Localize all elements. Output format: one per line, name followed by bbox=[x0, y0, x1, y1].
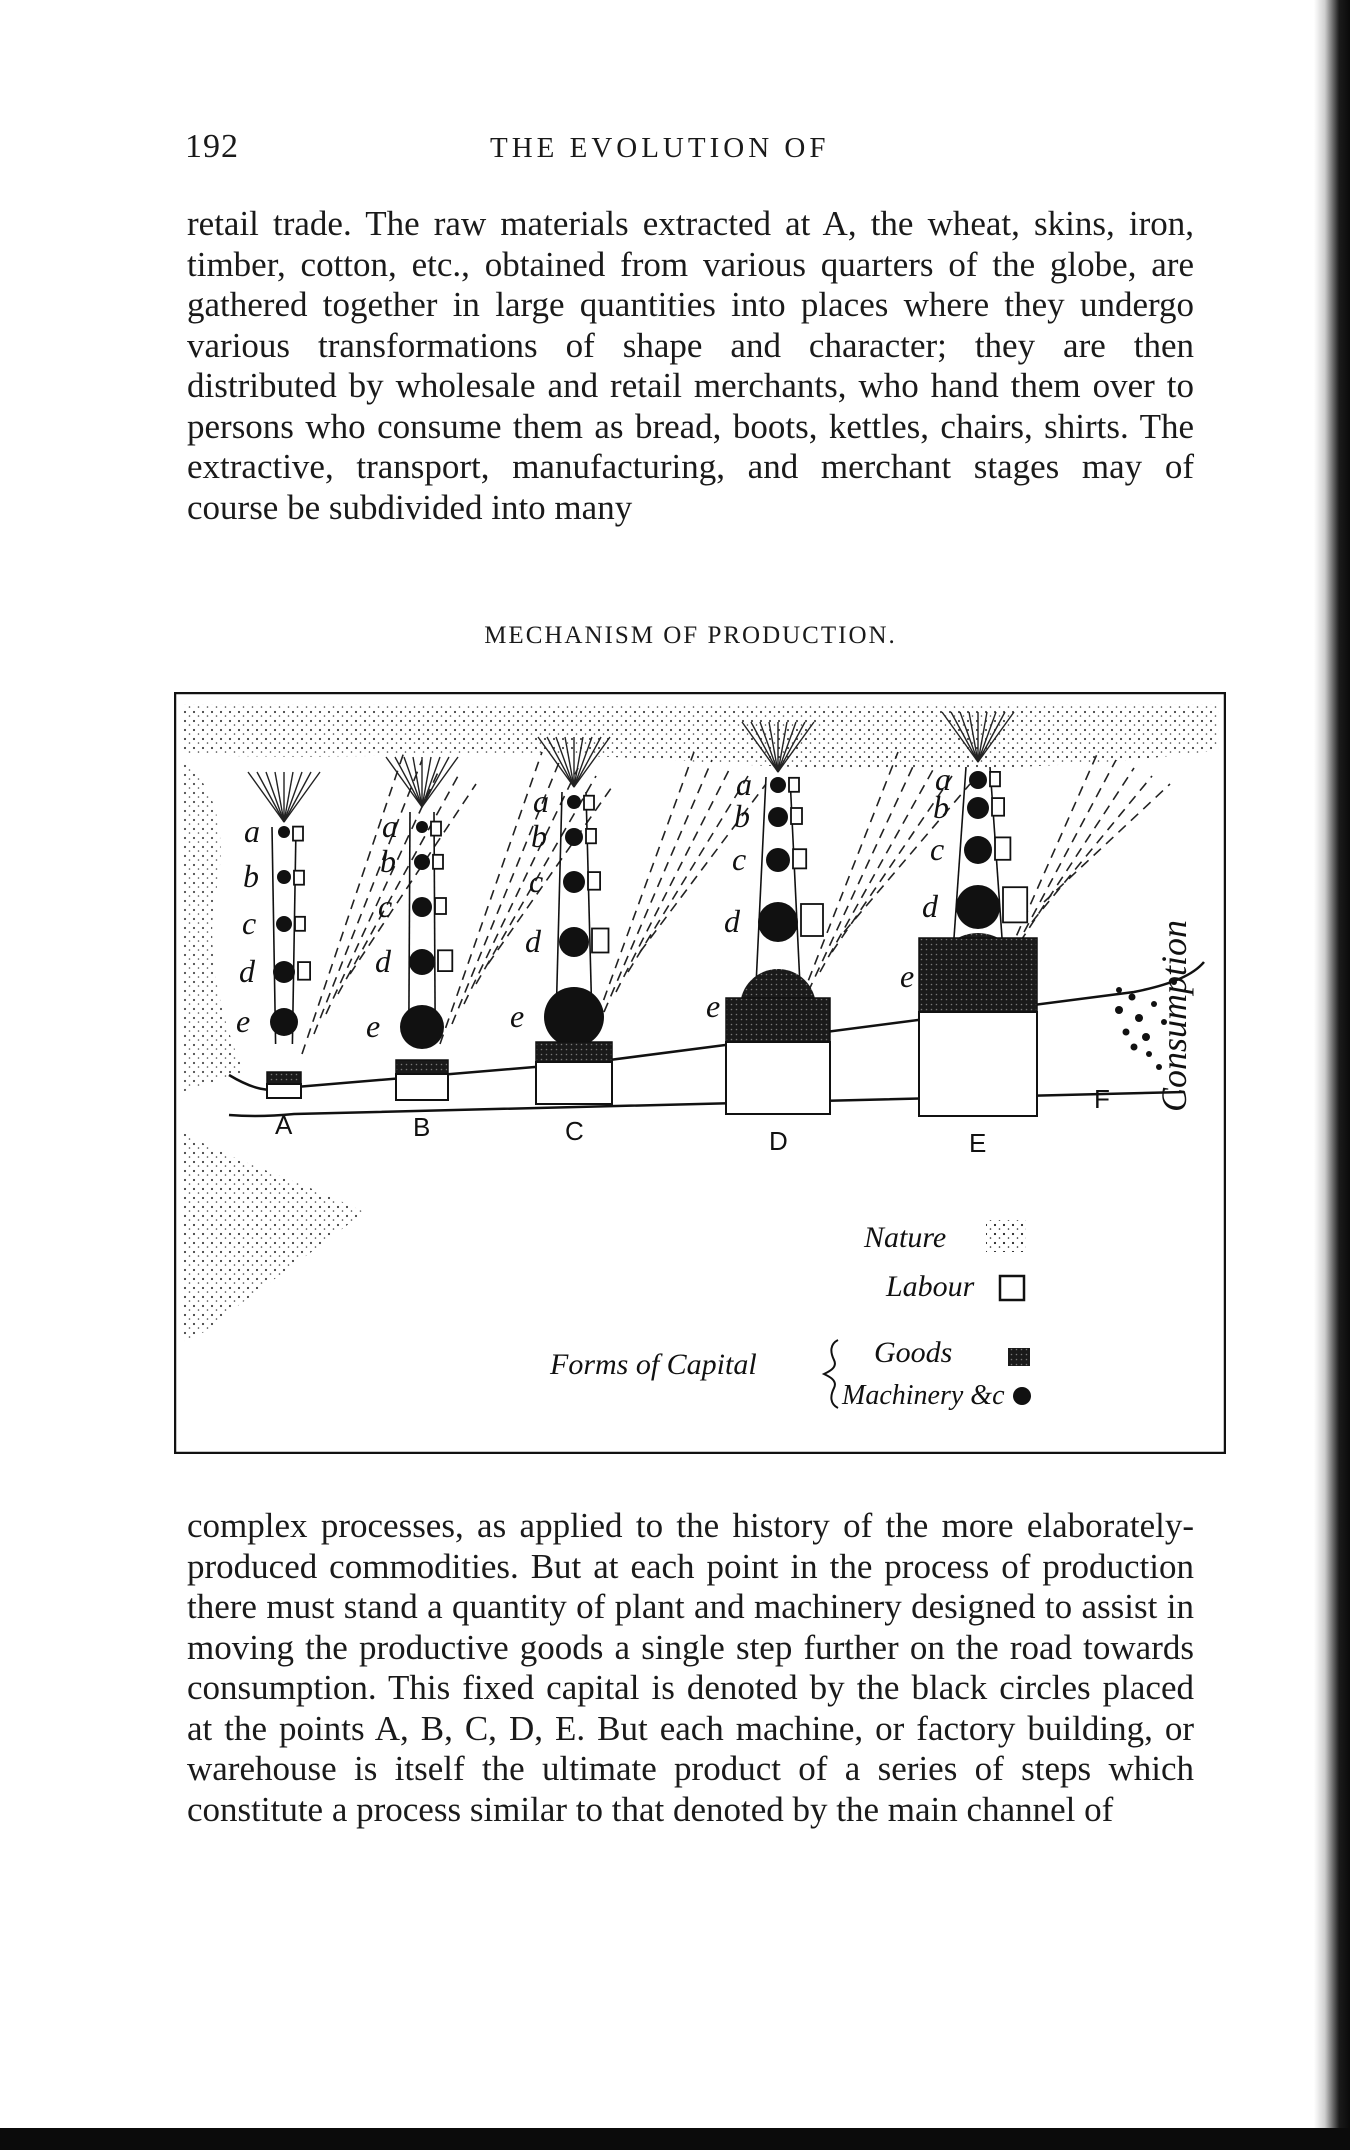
labour-square bbox=[295, 917, 305, 931]
step-label-e: e bbox=[900, 958, 915, 994]
machinery-circle bbox=[400, 1005, 444, 1049]
labour-square bbox=[438, 950, 452, 971]
machinery-circle bbox=[969, 771, 987, 789]
production-diagram bbox=[174, 692, 1226, 1454]
goods-block bbox=[919, 938, 1037, 1012]
legend-machinery-swatch bbox=[1013, 1387, 1031, 1405]
machinery-circle bbox=[766, 848, 790, 872]
step-label-d: d bbox=[922, 888, 938, 924]
labour-square bbox=[588, 872, 600, 890]
page-number: 192 bbox=[185, 128, 239, 165]
goods-block bbox=[267, 1072, 301, 1084]
legend-goods-swatch bbox=[1008, 1348, 1030, 1366]
legend-goods-label: Goods bbox=[874, 1336, 953, 1369]
stage-label-E: E bbox=[969, 1128, 987, 1158]
labour-square bbox=[431, 822, 441, 836]
labour-square bbox=[1003, 887, 1027, 922]
labour-square bbox=[791, 808, 802, 824]
labour-square bbox=[294, 871, 304, 885]
step-label-c: c bbox=[378, 888, 393, 924]
labour-square bbox=[298, 962, 310, 980]
step-label-b: b bbox=[933, 789, 949, 825]
step-label-a: a bbox=[382, 808, 398, 844]
legend-nature-swatch bbox=[986, 1220, 1026, 1252]
step-label-c: c bbox=[242, 905, 257, 941]
step-label-c: c bbox=[732, 841, 747, 877]
step-label-e: e bbox=[236, 1003, 251, 1039]
step-label-d: d bbox=[239, 953, 255, 989]
step-label-a: a bbox=[736, 766, 752, 802]
labour-square bbox=[584, 796, 594, 810]
stage-label-A: A bbox=[275, 1110, 293, 1140]
machinery-circle bbox=[964, 836, 992, 864]
step-label-b: b bbox=[531, 818, 547, 854]
step-label-c: c bbox=[930, 831, 945, 867]
machinery-circle bbox=[563, 871, 585, 893]
stage-label-B: B bbox=[413, 1112, 431, 1142]
step-label-b: b bbox=[734, 798, 750, 834]
step-label-a: a bbox=[244, 813, 260, 849]
figure-frame bbox=[175, 693, 1225, 1453]
machinery-circle bbox=[412, 897, 432, 917]
machinery-circle bbox=[277, 870, 291, 884]
labour-block bbox=[919, 1012, 1037, 1116]
machinery-circle bbox=[273, 961, 295, 983]
labour-square bbox=[789, 778, 799, 792]
legend-nature-label: Nature bbox=[864, 1221, 947, 1254]
labour-square bbox=[990, 772, 1000, 786]
step-label-b: b bbox=[380, 843, 396, 879]
step-label-c: c bbox=[529, 863, 544, 899]
machinery-circle bbox=[758, 902, 798, 942]
labour-square bbox=[801, 904, 823, 936]
labour-square bbox=[592, 929, 609, 953]
figure-caption: MECHANISM OF PRODUCTION. bbox=[484, 622, 897, 649]
legend-machinery-label: Machinery &c bbox=[842, 1380, 1005, 1411]
step-label-a: a bbox=[935, 761, 951, 797]
stage-label-D: D bbox=[769, 1126, 788, 1156]
labour-square bbox=[995, 837, 1010, 859]
machinery-circle bbox=[270, 1008, 298, 1036]
labour-block bbox=[536, 1062, 612, 1104]
labour-square bbox=[293, 827, 303, 841]
page-edge-right bbox=[1314, 0, 1350, 2150]
machinery-circle bbox=[414, 854, 430, 870]
machinery-circle bbox=[559, 927, 589, 957]
labour-square bbox=[793, 849, 806, 868]
machinery-circle bbox=[768, 807, 788, 827]
step-label-d: d bbox=[525, 923, 541, 959]
step-label-b: b bbox=[243, 858, 259, 894]
machinery-circle bbox=[956, 885, 1000, 929]
labour-square bbox=[586, 829, 596, 843]
page-edge-bottom bbox=[0, 2128, 1350, 2150]
machinery-circle bbox=[409, 949, 435, 975]
step-label-e: e bbox=[366, 1008, 381, 1044]
paragraph-top: retail trade. The raw materials extracted at A, the wheat, skins, iron, timber, cotton, etc., obtained from various quarters of the globe, are gathered together in large quantities into places where they undergo various transformations of shape and character; they are then distributed by wholesale and retail merchants, who hand them over to persons who consume them as bread, boots, kettles, chairs, shirts. The extractive, transport, manufacturing, and merchant stages may of course be subdivided into many bbox=[187, 204, 1194, 527]
stage-label-C: C bbox=[565, 1116, 584, 1146]
machinery-circle bbox=[967, 797, 989, 819]
machinery-circle bbox=[565, 828, 583, 846]
running-title: THE EVOLUTION OF bbox=[490, 132, 830, 164]
machinery-circle bbox=[544, 987, 604, 1047]
step-label-a: a bbox=[533, 783, 549, 819]
goods-block bbox=[536, 1042, 612, 1062]
labour-square bbox=[992, 798, 1004, 816]
machinery-circle bbox=[770, 777, 786, 793]
step-label-e: e bbox=[706, 988, 721, 1024]
stage-label-F: F bbox=[1094, 1084, 1110, 1114]
step-label-e: e bbox=[510, 998, 525, 1034]
legend-forms-of-capital-label: Forms of Capital bbox=[550, 1348, 757, 1381]
legend-labour-swatch bbox=[1000, 1276, 1024, 1300]
machinery-circle bbox=[416, 821, 428, 833]
machinery-circle bbox=[276, 916, 292, 932]
machinery-circle bbox=[278, 826, 290, 838]
paragraph-bottom: complex processes, as applied to the history of the more elaborately-produced commodities. But at each point in the process of production there must stand a quantity of plant and machinery designed to assist in moving the productive goods a single step further on the road towards consumption. This fixed capital is denoted by the black circles placed at the points A, B, C, D, E. But each machine, or factory building, or warehouse is itself the ultimate product of a series of steps which constitute a process similar to that denoted by the main channel of bbox=[187, 1506, 1194, 1829]
legend-labour-label: Labour bbox=[886, 1270, 975, 1303]
goods-block bbox=[396, 1060, 448, 1074]
labour-block bbox=[726, 1042, 830, 1114]
labour-block bbox=[396, 1074, 448, 1100]
labour-square bbox=[435, 898, 446, 914]
step-label-d: d bbox=[375, 943, 391, 979]
step-label-d: d bbox=[724, 903, 740, 939]
machinery-circle bbox=[567, 795, 581, 809]
labour-square bbox=[433, 855, 443, 869]
consumption-label: Consumption bbox=[1154, 919, 1194, 1112]
page-header bbox=[185, 128, 1185, 172]
goods-block bbox=[726, 998, 830, 1042]
labour-block bbox=[267, 1084, 301, 1098]
